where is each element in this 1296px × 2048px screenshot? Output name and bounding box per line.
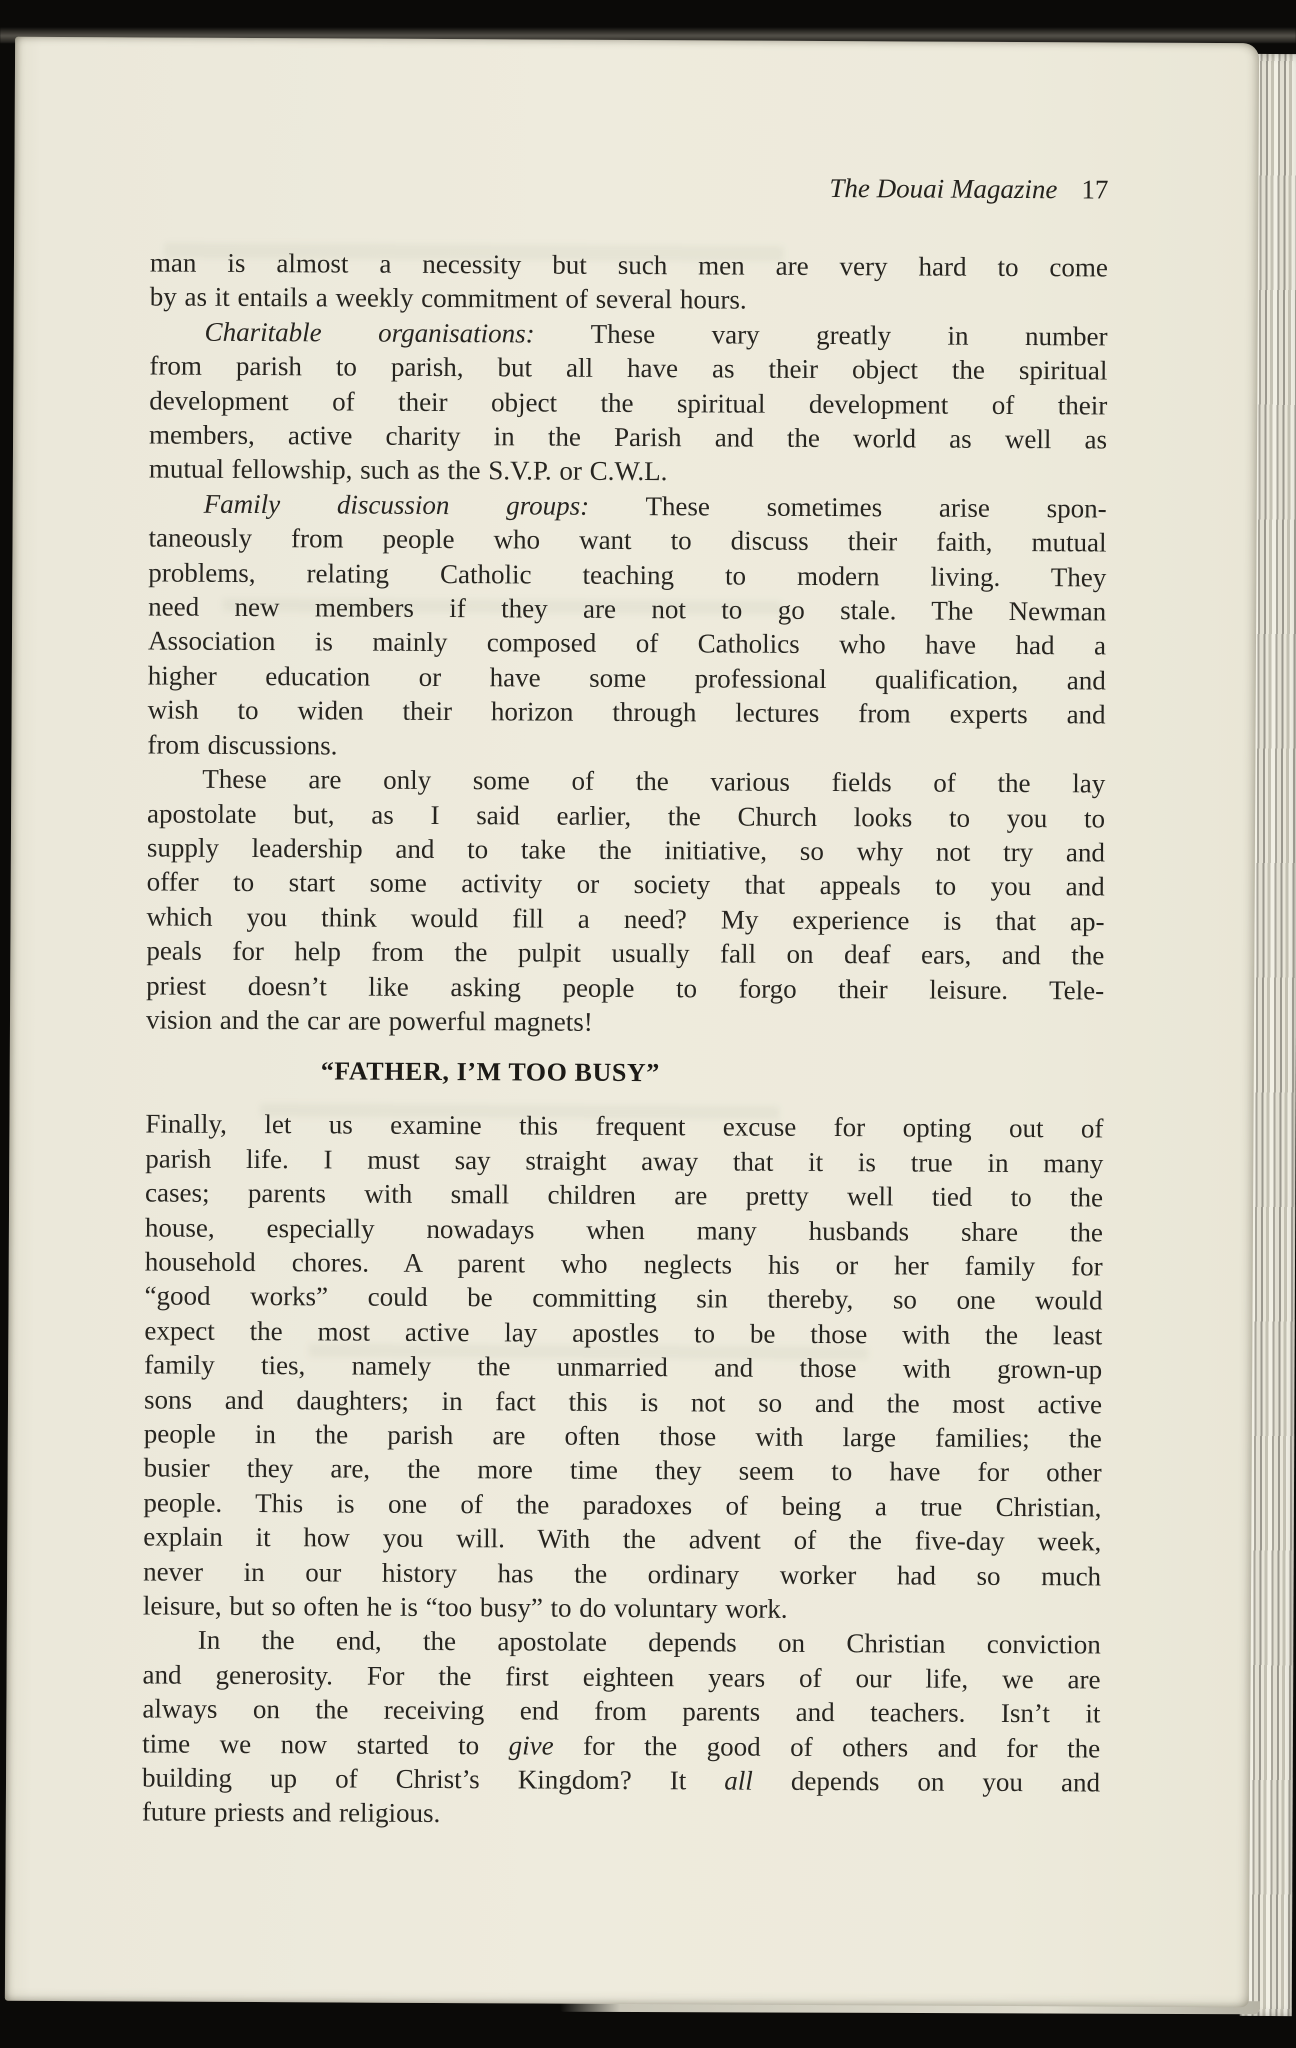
paragraph: [146, 762, 1105, 1042]
text-line: household chores. A parent who neglects his or her family for: [144, 1246, 1103, 1282]
text-line: explain it how you will. With the advent of the five-day week,: [143, 1521, 1102, 1557]
text-line: from parish to parish, but all have as their object the spiritual: [149, 350, 1108, 386]
text-line: sons and daughters; in fact this is not so and the most active: [143, 1384, 1103, 1420]
text-line: mutual fellowship, such as the S.V.P. or C.W.L.: [148, 453, 668, 487]
page-content: [142, 167, 1109, 1834]
text-line: Finally, let us examine this frequent excuse for opting out of: [145, 1108, 1104, 1144]
text-line: busier they are, the more time they seem to have for other: [143, 1452, 1102, 1488]
text-line: cases; parents with small children are pretty well tied to the: [145, 1177, 1104, 1213]
text-line: priest doesn’t like asking people to forgo their leisure. Tele-: [146, 969, 1105, 1006]
text-line: never in our history has the ordinary worker had so much: [143, 1556, 1102, 1592]
text-line: expect the most active lay apostles to be those with the least: [144, 1315, 1103, 1351]
text-line: wish to widen their horizon through lectures from experts and: [147, 694, 1106, 730]
text-line: man is almost a necessity but such men are very hard to come: [149, 247, 1109, 283]
text-line: building up of Christ’s Kingdom? It all depends on you and: [141, 1762, 1101, 1798]
text-line: house, especially nowadays when many husbands share the: [144, 1212, 1103, 1248]
text-line: and generosity. For the first eighteen years of our life, we are: [142, 1659, 1101, 1695]
paragraph: [143, 1107, 1104, 1628]
text-line: development of their object the spiritual development of their: [149, 385, 1108, 421]
article-body: [142, 245, 1108, 1834]
text-line: time we now started to give for the good of others and for the: [142, 1728, 1101, 1764]
text-line: need new members if they are not to go stale. The Newman: [148, 591, 1107, 627]
text-line: These are only some of the various fields of the lay: [202, 763, 1106, 799]
paragraph: [147, 486, 1106, 766]
text-line: future priests and religious.: [141, 1796, 441, 1829]
text-line: problems, relating Catholic teaching to modern living. They: [148, 557, 1107, 593]
text-line: people in the parish are often those with large families; the: [143, 1418, 1102, 1454]
text-line: Association is mainly composed of Catholics who have had a: [147, 625, 1107, 661]
text-line: Family discussion groups: These sometimes arise spon-: [203, 488, 1107, 524]
paragraph: [149, 314, 1108, 491]
page-number: 17: [1081, 174, 1109, 205]
text-line: higher education or have some professional qualification, and: [147, 660, 1106, 696]
text-line: Charitable organisations: These vary greatly in number: [204, 316, 1108, 352]
magazine-title: The Douai Magazine: [829, 173, 1058, 205]
text-line: people. This is one of the paradoxes of being a true Christian,: [143, 1487, 1102, 1523]
book-page: [5, 37, 1259, 2007]
text-line: members, active charity in the Parish and the world as well as: [148, 419, 1108, 455]
text-line: apostolate but, as I said earlier, the Church looks to you to: [147, 797, 1106, 833]
text-line: taneously from people who want to discuss their faith, mutual: [148, 522, 1107, 558]
text-line: from discussions.: [147, 729, 338, 761]
text-line: always on the receiving end from parents and teachers. Isn’t it: [142, 1693, 1101, 1729]
text-line: by as it entails a weekly commitment of several hours.: [149, 281, 747, 315]
text-line: supply leadership and to take the initiative, so why not try and: [146, 832, 1105, 868]
text-line: leisure, but so often he is “too busy” to do voluntary work.: [142, 1590, 788, 1624]
text-line: family ties, namely the unmarried and those with grown-up: [144, 1349, 1103, 1385]
text-line: “good works” could be committing sin thereby, so one would: [144, 1280, 1103, 1316]
text-line: vision and the car are powerful magnets!: [145, 1004, 593, 1037]
text-line: peals for help from the pulpit usually fall on deaf ears, and the: [146, 935, 1105, 971]
text-line: which you think would fill a need? My experience is that ap-: [146, 901, 1105, 937]
text-line: parish life. I must say straight away that it is true in many: [145, 1143, 1104, 1179]
page-header: [150, 167, 1108, 207]
text-line: In the end, the apostolate depends on Christian conviction: [197, 1625, 1101, 1660]
paragraph: [150, 245, 1108, 319]
section-heading: “FATHER, I’M TOO BUSY”: [320, 1056, 661, 1088]
paragraph: [142, 1623, 1101, 1834]
text-line: offer to start some activity or society that appeals to you and: [146, 866, 1105, 902]
